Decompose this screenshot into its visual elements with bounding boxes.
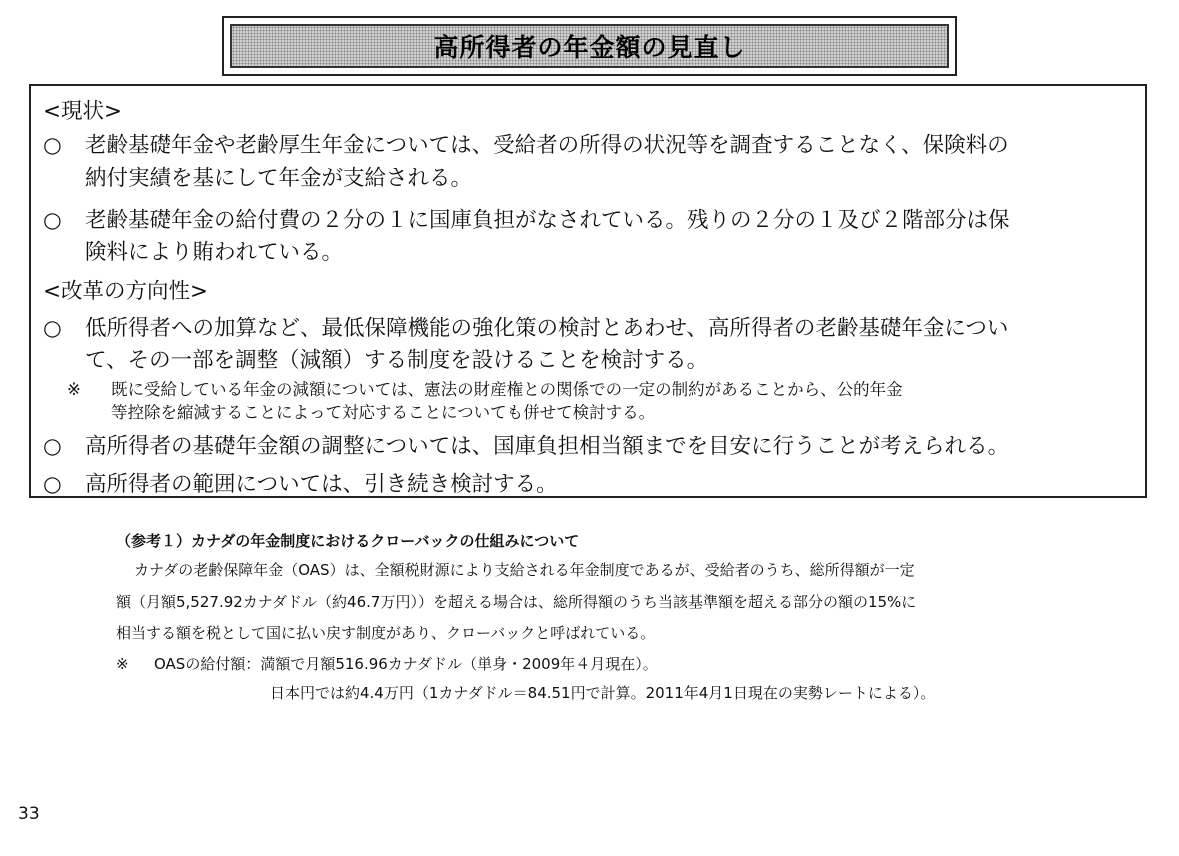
- reform-note-text-1: 既に受給している年金の減額については、憲法の財産権との関係での一定の制約があることから、公的年金: [111, 380, 903, 399]
- current-heading: <現状>: [43, 99, 123, 124]
- title-banner: [230, 24, 949, 68]
- reform-item-2-line-1: [43, 429, 1009, 460]
- bullet-circle-icon: ○: [43, 472, 62, 497]
- current-item-2-text-1: 老齢基礎年金の給付費の２分の１に国庫負担がなされている。残りの２分の１及び２階部分は保: [85, 208, 1010, 233]
- reform-item-2-text-1: 高所得者の基礎年金額の調整については、国庫負担相当額までを目安に行うことが考えられる。: [85, 434, 1010, 459]
- page-number: 33: [18, 804, 40, 824]
- reform-heading: <改革の方向性>: [43, 279, 209, 304]
- reform-item-1-line-1: [43, 311, 1008, 342]
- current-item-1-text-1: 老齢基礎年金や老齢厚生年金については、受給者の所得の状況等を調査することなく、保険料の: [85, 133, 1009, 158]
- current-item-1-line-2: 納付実績を基にして年金が支給される。: [85, 166, 473, 191]
- reform-item-1-text-1: 低所得者への加算など、最低保障機能の強化策の検討とあわせ、高所得者の老齢基礎年金につい: [85, 316, 1009, 341]
- reform-note-line-2: 等控除を縮減することによって対応することについても併せて検討する。: [111, 403, 656, 422]
- bullet-circle-icon: ○: [43, 434, 62, 459]
- reform-item-3-text-1: 高所得者の範囲については、引き続き検討する。: [85, 472, 558, 497]
- reform-item-1-line-2: て、その一部を調整（減額）する制度を設けることを検討する。: [85, 348, 709, 373]
- reference-paragraph-line-2: 額（月額5,527.92カナダドル（約46.7万円））を超える場合は、総所得額のうち当該基準額を超える部分の額の15%に: [116, 593, 917, 611]
- current-item-1-line-1: [43, 128, 1009, 159]
- note-mark-icon: ※: [67, 380, 81, 399]
- bullet-circle-icon: ○: [43, 133, 62, 158]
- note-mark-icon: ※: [116, 655, 129, 673]
- main-content-box: [29, 84, 1147, 498]
- current-item-2-line-2: 険料により賄われている。: [85, 240, 344, 265]
- bullet-circle-icon: ○: [43, 316, 62, 341]
- current-item-2-line-1: [43, 203, 1010, 234]
- bullet-circle-icon: ○: [43, 208, 62, 233]
- reference-note-line-2: 日本円では約4.4万円（1カナダドル＝84.51円で計算。2011年4月1日現在の実勢レートによる）。: [270, 684, 936, 702]
- reference-note-text-1: OASの給付額：満額で月額516.96カナダドル（単身・2009年４月現在）。: [154, 655, 658, 673]
- reference-note-line-1: [116, 653, 658, 674]
- reference-heading: （参考１）カナダの年金制度におけるクローバックの仕組みについて: [116, 532, 580, 550]
- reform-note-line-1: [67, 376, 903, 400]
- reform-item-3-line-1: [43, 467, 558, 498]
- reference-paragraph-line-3: 相当する額を税として国に払い戻す制度があり、クローバックと呼ばれている。: [116, 624, 656, 642]
- reference-paragraph-line-1: カナダの老齢保障年金（OAS）は、全額税財源により支給される年金制度であるが、受給者のうち、総所得額が一定: [134, 561, 915, 579]
- page-title: 高所得者の年金額の見直し: [433, 33, 746, 62]
- title-frame: [222, 16, 957, 76]
